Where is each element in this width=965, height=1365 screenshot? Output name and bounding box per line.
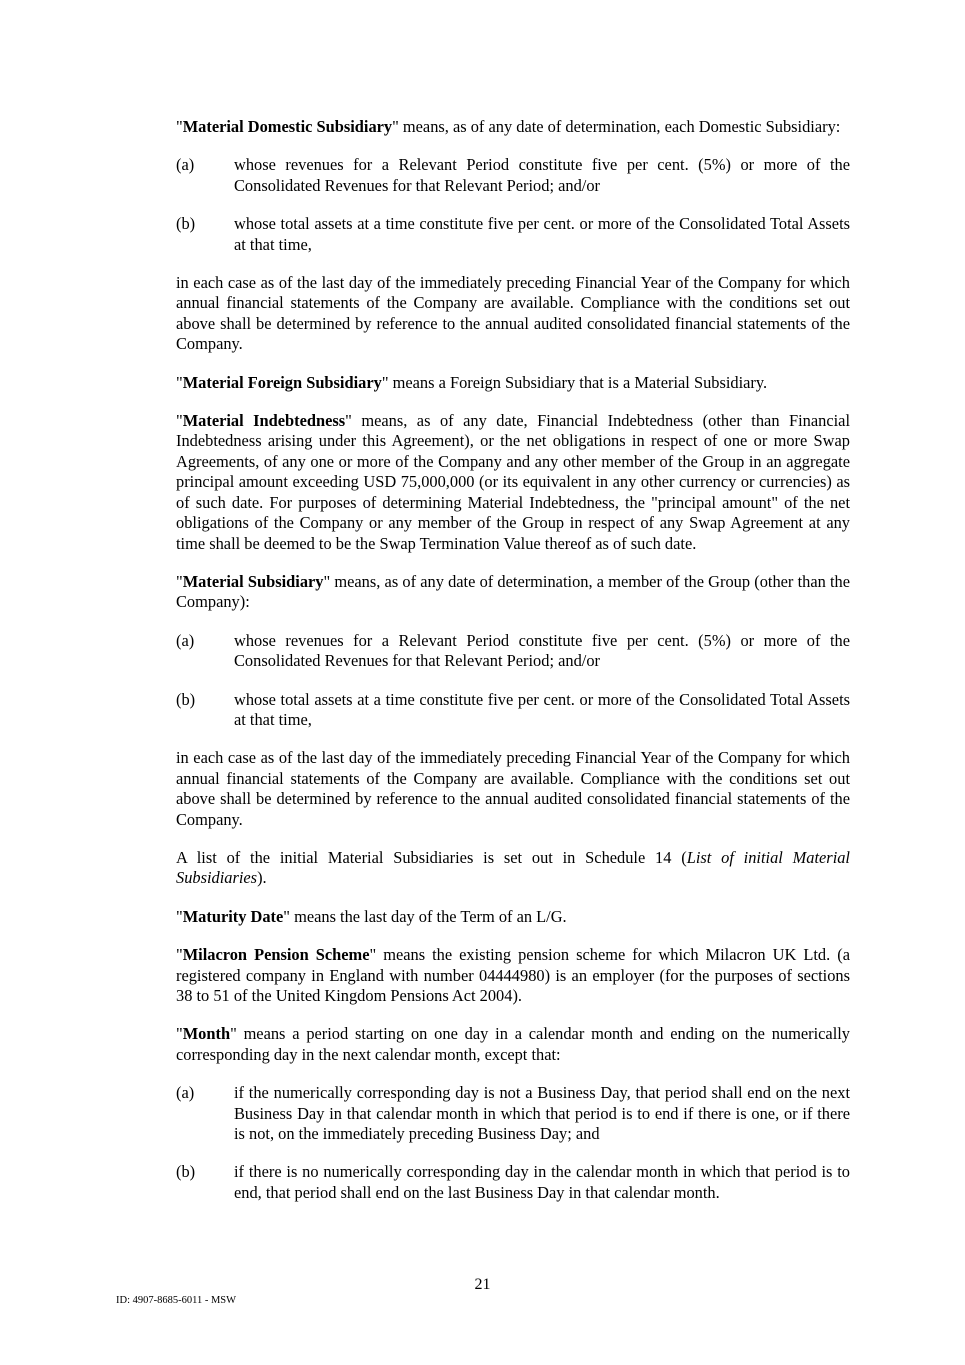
definition-material-indebtedness: "Material Indebtedness" means, as of any date, Financial Indebtedness (other than Financial Indebtedness arising under this Agreement), or the net obligations in respect of one or more Swap Agreements, of any one or more of the Company and any other member of the Group in an aggregate principal amount exceeding USD 75,000,000 (or its equivalent in any other currency or currencies) as of such date. For purposes of determining Material Indebtedness, the "principal amount" of the net obligations of the Company or any member of the Group in respect of any Swap Agreement at any time shall be deemed to be the Swap Termination Value thereof as of such date. — [176, 411, 850, 553]
definition-material-domestic-subsidiary: "Material Domestic Subsidiary" means, as of any date of determination, each Domestic Subsidiary: — [176, 117, 841, 136]
list-item: (b) whose total assets at a time constitute five per cent. or more of the Consolidated Total Assets at that time, — [176, 689, 850, 729]
list-item: (b) if there is no numerically corresponding day in the calendar month in which that period is to end, that period shall end on the last Business Day in that calendar month. — [176, 1162, 850, 1202]
defined-term: Material Domestic Subsidiary — [182, 117, 393, 136]
paragraph: A list of the initial Material Subsidiaries is set out in Schedule 14 (List of initial Material Subsidiaries). — [176, 847, 850, 888]
schedule-reference: List of initial Material Subsidiaries — [176, 847, 850, 888]
defined-term: Material Foreign Subsidiary — [182, 372, 382, 392]
definition-month: "Month" means a period starting on one day in a calendar month and ending on the numerically corresponding day in the next calendar month, except that: — [176, 1024, 850, 1064]
definition-milacron-pension-scheme: "Milacron Pension Scheme" means the existing pension scheme for which Milacron UK Ltd. (a registered company in England with number 04444980) is an employer (for the purposes of sections 38 to 51 of the United Kingdom Pensions Act 2004). — [176, 945, 850, 1005]
defined-term: Material Subsidiary — [182, 571, 324, 591]
paragraph: in each case as of the last day of the immediately preceding Financial Year of the Company for which annual financial statements of the Company are available. Compliance with the conditions set out above shall be determined by reference to the annual audited consolidated financial statements of the Company. — [176, 273, 850, 354]
definition-material-subsidiary: "Material Subsidiary" means, as of any date of determination, a member of the Group (other than the Company): — [176, 571, 850, 612]
list-item: (a) whose revenues for a Relevant Period constitute five per cent. (5%) or more of the Consolidated Revenues for that Relevant Period; and/or — [176, 155, 850, 195]
list-item: (b) whose total assets at a time constitute five per cent. or more of the Consolidated Total Assets at that time, — [176, 214, 850, 254]
paragraph: in each case as of the last day of the immediately preceding Financial Year of the Company for which annual financial statements of the Company are available. Compliance with the conditions set out above shall be determined by reference to the annual audited consolidated financial statements of the Company. — [176, 748, 850, 829]
list-item: (a) whose revenues for a Relevant Period constitute five per cent. (5%) or more of the Consolidated Revenues for that Relevant Period; and/or — [176, 630, 850, 671]
definition-material-foreign-subsidiary: "Material Foreign Subsidiary" means a Foreign Subsidiary that is a Material Subsidiary. — [176, 372, 768, 392]
defined-term: Milacron Pension Scheme — [182, 945, 370, 965]
defined-term: Month — [182, 1024, 231, 1044]
defined-term: Maturity Date — [182, 906, 284, 926]
list-item: (a) if the numerically corresponding day is not a Business Day, that period shall end on the next Business Day in that calendar month in which that period is to end if there is one, or if there is not, on the immediately preceding Business Day; and — [176, 1083, 850, 1144]
page-number: 21 — [474, 1276, 491, 1293]
document-body — [176, 117, 850, 1221]
document-id: ID: 4907-8685-6011 - MSW — [116, 1295, 237, 1306]
definition-maturity-date: "Maturity Date" means the last day of the Term of an L/G. — [176, 906, 567, 926]
defined-term: Material Indebtedness — [182, 411, 346, 431]
